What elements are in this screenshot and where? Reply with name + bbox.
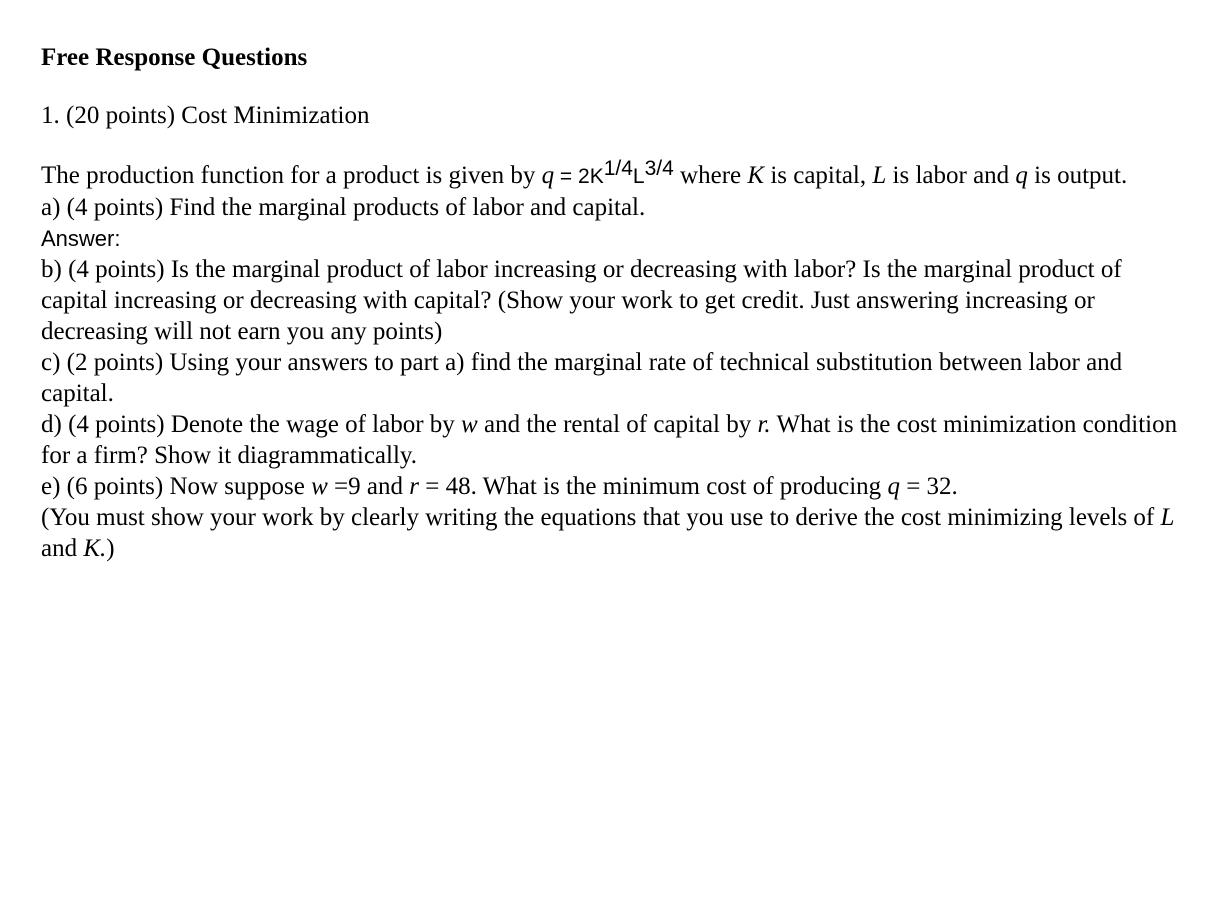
question-title: 1. (20 points) Cost Minimization xyxy=(41,102,370,129)
part-e-text-3: = 48. What is the minimum cost of producing xyxy=(418,473,888,500)
part-c: c) (2 points) Using your answers to part a) find the marginal rate of technical substitution between labor and capital. xyxy=(41,349,1123,407)
var-q-e: q xyxy=(887,473,900,500)
var-w: w xyxy=(461,411,478,438)
part-e xyxy=(41,471,1191,502)
var-q-2: q xyxy=(1015,162,1028,189)
part-d-text-2: and the rental of capital by xyxy=(477,411,758,438)
part-e-text-4: = 32. xyxy=(899,473,958,500)
var-l-note: L xyxy=(1160,504,1175,531)
part-e-text-1: e) (6 points) Now suppose xyxy=(41,473,312,500)
intro-text-3: is capital, xyxy=(764,162,873,189)
equation-text: = 2K xyxy=(554,165,604,188)
var-w-e: w xyxy=(311,473,328,500)
exponent-k: 1/4 xyxy=(603,157,633,180)
intro-text-1: The production function for a product is given by xyxy=(41,162,542,189)
section-heading: Free Response Questions xyxy=(41,44,308,71)
part-d-text-3: What is the cost minimization condition for a firm? Show it diagrammatically. xyxy=(41,411,1178,469)
note-text-3: ) xyxy=(106,535,115,562)
var-r-e: r xyxy=(409,473,419,500)
intro-text-4: is labor and xyxy=(886,162,1016,189)
instruction-note xyxy=(41,502,1191,564)
var-q: q xyxy=(541,162,555,189)
answer-label: Answer: xyxy=(41,226,121,251)
note-text-1: (You must show your work by clearly writing the equations that you use to derive the cost minimizing levels of xyxy=(41,504,1161,531)
var-r: r. xyxy=(757,411,771,438)
var-k: K xyxy=(747,162,765,189)
var-k-note: K. xyxy=(83,535,107,562)
part-d xyxy=(41,409,1191,471)
var-l: L xyxy=(872,162,887,189)
intro-text-2: where xyxy=(673,162,748,189)
document-page xyxy=(41,40,1191,564)
part-a: a) (4 points) Find the marginal products of labor and capital. xyxy=(41,194,646,221)
part-d-text-1: d) (4 points) Denote the wage of labor by xyxy=(41,411,462,438)
exponent-l: 3/4 xyxy=(644,157,674,180)
intro-paragraph xyxy=(41,157,1191,192)
note-text-2: and xyxy=(41,535,84,562)
part-e-text-2: =9 and xyxy=(327,473,410,500)
equation-l: L xyxy=(632,165,645,188)
part-b: b) (4 points) Is the marginal product of labor increasing or decreasing with labor? Is the marginal product of capital increasing or decreasing with capital? (Show your work to get credit. Just answering increasing or decreasing will not earn you any points) xyxy=(41,256,1122,345)
question-body xyxy=(41,157,1191,564)
intro-text-5: is output. xyxy=(1027,162,1128,189)
